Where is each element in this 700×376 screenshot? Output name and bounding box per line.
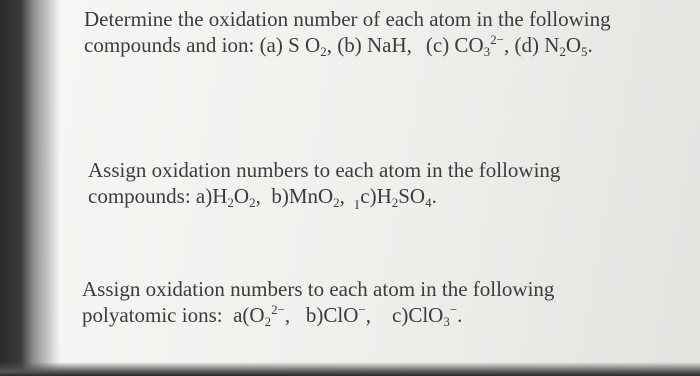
superscript: 2− [271,302,285,317]
text-run: . [431,184,437,208]
subscript: 2 [264,314,272,329]
text-run: (c) CO [425,33,484,57]
text-run: , b)ClO [284,303,359,327]
text-run: , b)MnO [255,184,334,208]
subscript: 2 [559,44,566,59]
subscript: 5 [581,44,588,59]
subscript: 3 [483,44,491,59]
subscript: 4 [425,195,432,210]
text-run: . [457,303,463,327]
subscript: 2 [391,195,399,210]
text-run: O [233,184,250,208]
subscript: 2 [227,195,234,210]
text-run: , (b) NaH, [326,33,412,57]
superscript: − [449,302,458,317]
problem-1-prefix: compounds and ion: (a) S O [84,33,321,57]
superscript: − [358,302,366,317]
subscript: 2 [333,195,340,210]
text-run: c)H [360,184,392,208]
problem-1-line-2 [84,32,611,58]
subscript: 2 [249,195,256,210]
problem-2 [88,157,560,218]
problem-3-prefix: polyatomic ions: a(O [82,303,265,327]
problem-2-prefix: compounds: a)H [88,184,228,208]
problem-1-line-1: Determine the oxidation number of each atom in the following [84,7,611,31]
text-run: SO [398,184,426,208]
text-cursor-mark: I [354,197,360,212]
text-run: O [565,33,582,57]
text-run: , (d) N [503,33,560,57]
problem-3-line-1: Assign oxidation numbers to each atom in the following [82,277,555,301]
text-run: . [587,33,593,57]
text-run: , [339,184,345,208]
problem-2-line-2 [88,183,560,218]
problem-1 [84,6,611,58]
dark-bottom-edge [0,362,700,376]
subscript: 3 [443,314,450,329]
problem-2-line-1: Assign oxidation numbers to each atom in the following [88,158,561,182]
subscript: 2 [320,44,327,59]
dark-left-edge [0,0,60,376]
superscript: 2− [490,32,504,47]
problem-3-line-2 [82,302,554,328]
text-run: , c)ClO [365,303,444,327]
problem-3 [82,276,554,328]
